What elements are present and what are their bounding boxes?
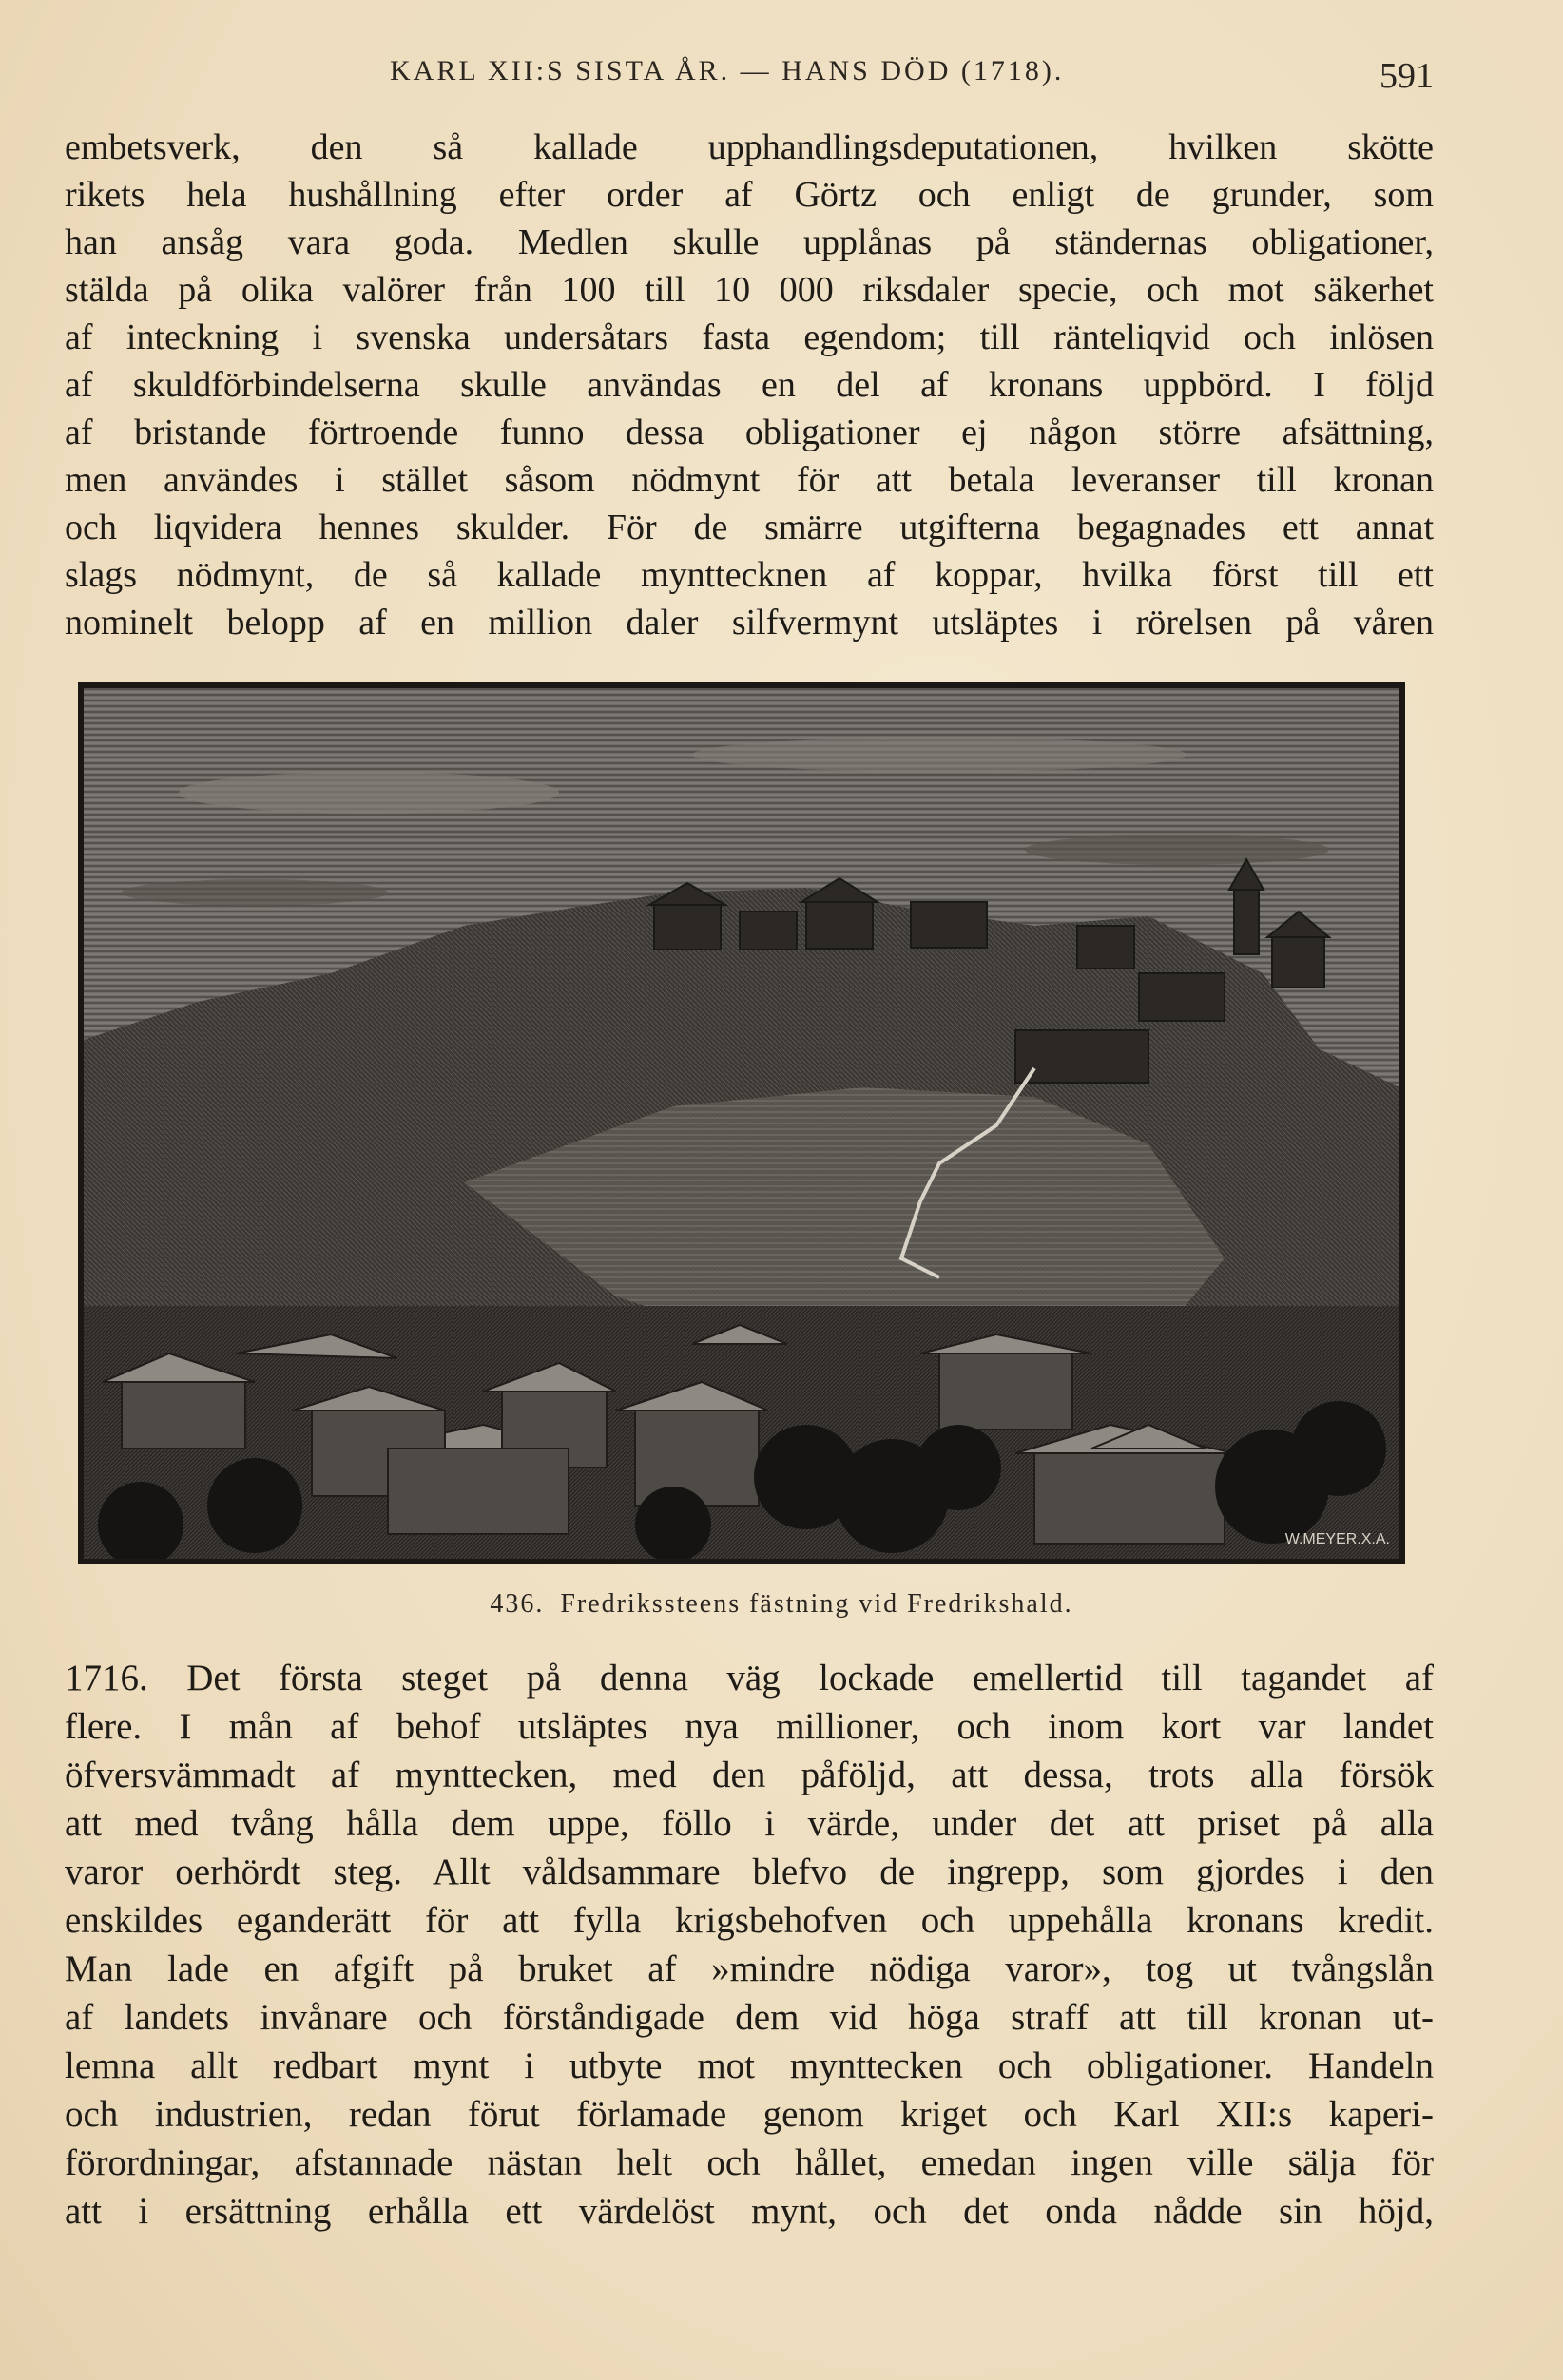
top-paragraph bbox=[65, 124, 1434, 646]
engraving-illustration bbox=[78, 682, 1405, 1564]
figure-number: 436. bbox=[490, 1589, 545, 1619]
text-line: embetsverk, den så kallade upphandlingsdeputationen, hvilken skötte bbox=[65, 127, 1434, 167]
text-line: af bristande förtroende funno dessa obligationer ej någon större afsättning, bbox=[65, 413, 1434, 452]
text-line: att i ersättning erhålla ett värdelöst mynt, och det onda nådde sin höjd, bbox=[65, 2191, 1434, 2232]
text-line: stälda på olika valörer från 100 till 10 000 riksdaler specie, och mot säkerhet bbox=[65, 270, 1434, 310]
text-line: förordningar, afstannade nästan helt och hållet, emedan ingen ville sälja för bbox=[65, 2142, 1434, 2183]
text-line: af inteckning i svenska undersåtars fasta egendom; till ränteliqvid och inlösen bbox=[65, 317, 1434, 357]
text-line: han ansåg vara goda. Medlen skulle upplånas på ständernas obligationer, bbox=[65, 222, 1434, 262]
text-line: 1716. Det första steget på denna väg lockade emellertid till tagandet af bbox=[65, 1658, 1434, 1699]
running-head bbox=[67, 55, 1434, 103]
text-line: varor oerhördt steg. Allt våldsammare blefvo de ingrepp, som gjordes i den bbox=[65, 1852, 1434, 1892]
text-line: af skuldförbindelserna skulle användas en del af kronans uppbörd. I följd bbox=[65, 365, 1434, 405]
text-line: lemna allt redbart mynt i utbyte mot mynttecken och obligationer. Handeln bbox=[65, 2045, 1434, 2086]
text-line: rikets hela hushållning efter order af Görtz och enligt de grunder, som bbox=[65, 175, 1434, 215]
figure-caption-text: Fredrikssteens fästning vid Fredrikshald. bbox=[560, 1589, 1073, 1619]
text-line: enskildes eganderätt för att fylla krigsbehofven och uppehålla kronans kredit. bbox=[65, 1900, 1434, 1941]
bottom-paragraph bbox=[65, 1654, 1434, 2236]
text-line: men användes i stället såsom nödmynt för att betala leveranser till kronan bbox=[65, 460, 1434, 500]
text-line: och industrien, redan förut förlamade genom kriget och Karl XII:s kaperi- bbox=[65, 2094, 1434, 2135]
page-number: 591 bbox=[1380, 56, 1434, 96]
text-line: af landets invånare och förståndigade dem vid höga straff att till kronan ut- bbox=[65, 1997, 1434, 2038]
text-line: Man lade en afgift på bruket af »mindre nödiga varor», tog ut tvångslån bbox=[65, 1948, 1434, 1989]
text-line: nominelt belopp af en million daler silfvermynt utsläptes i rörelsen på våren bbox=[65, 603, 1434, 643]
artist-signature: W.MEYER.X.A. bbox=[1284, 1531, 1390, 1547]
text-line: öfversvämmadt af mynttecken, med den påföljd, att dessa, trots alla försök bbox=[65, 1755, 1434, 1795]
text-line: flere. I mån af behof utsläptes nya millioner, och inom kort var landet bbox=[65, 1706, 1434, 1747]
text-line: att med tvång hålla dem uppe, föllo i värde, under det att priset på alla bbox=[65, 1803, 1434, 1844]
running-title: KARL XII:S SISTA ÅR. — HANS DÖD (1718). bbox=[390, 55, 1065, 86]
text-line: slags nödmynt, de så kallade mynttecknen af koppar, hvilka först till ett bbox=[65, 555, 1434, 595]
text-line: och liqvidera hennes skulder. För de smärre utgifterna begagnades ett annat bbox=[65, 508, 1434, 547]
engraving-image bbox=[84, 688, 1399, 1559]
figure-caption bbox=[0, 1589, 1563, 1620]
